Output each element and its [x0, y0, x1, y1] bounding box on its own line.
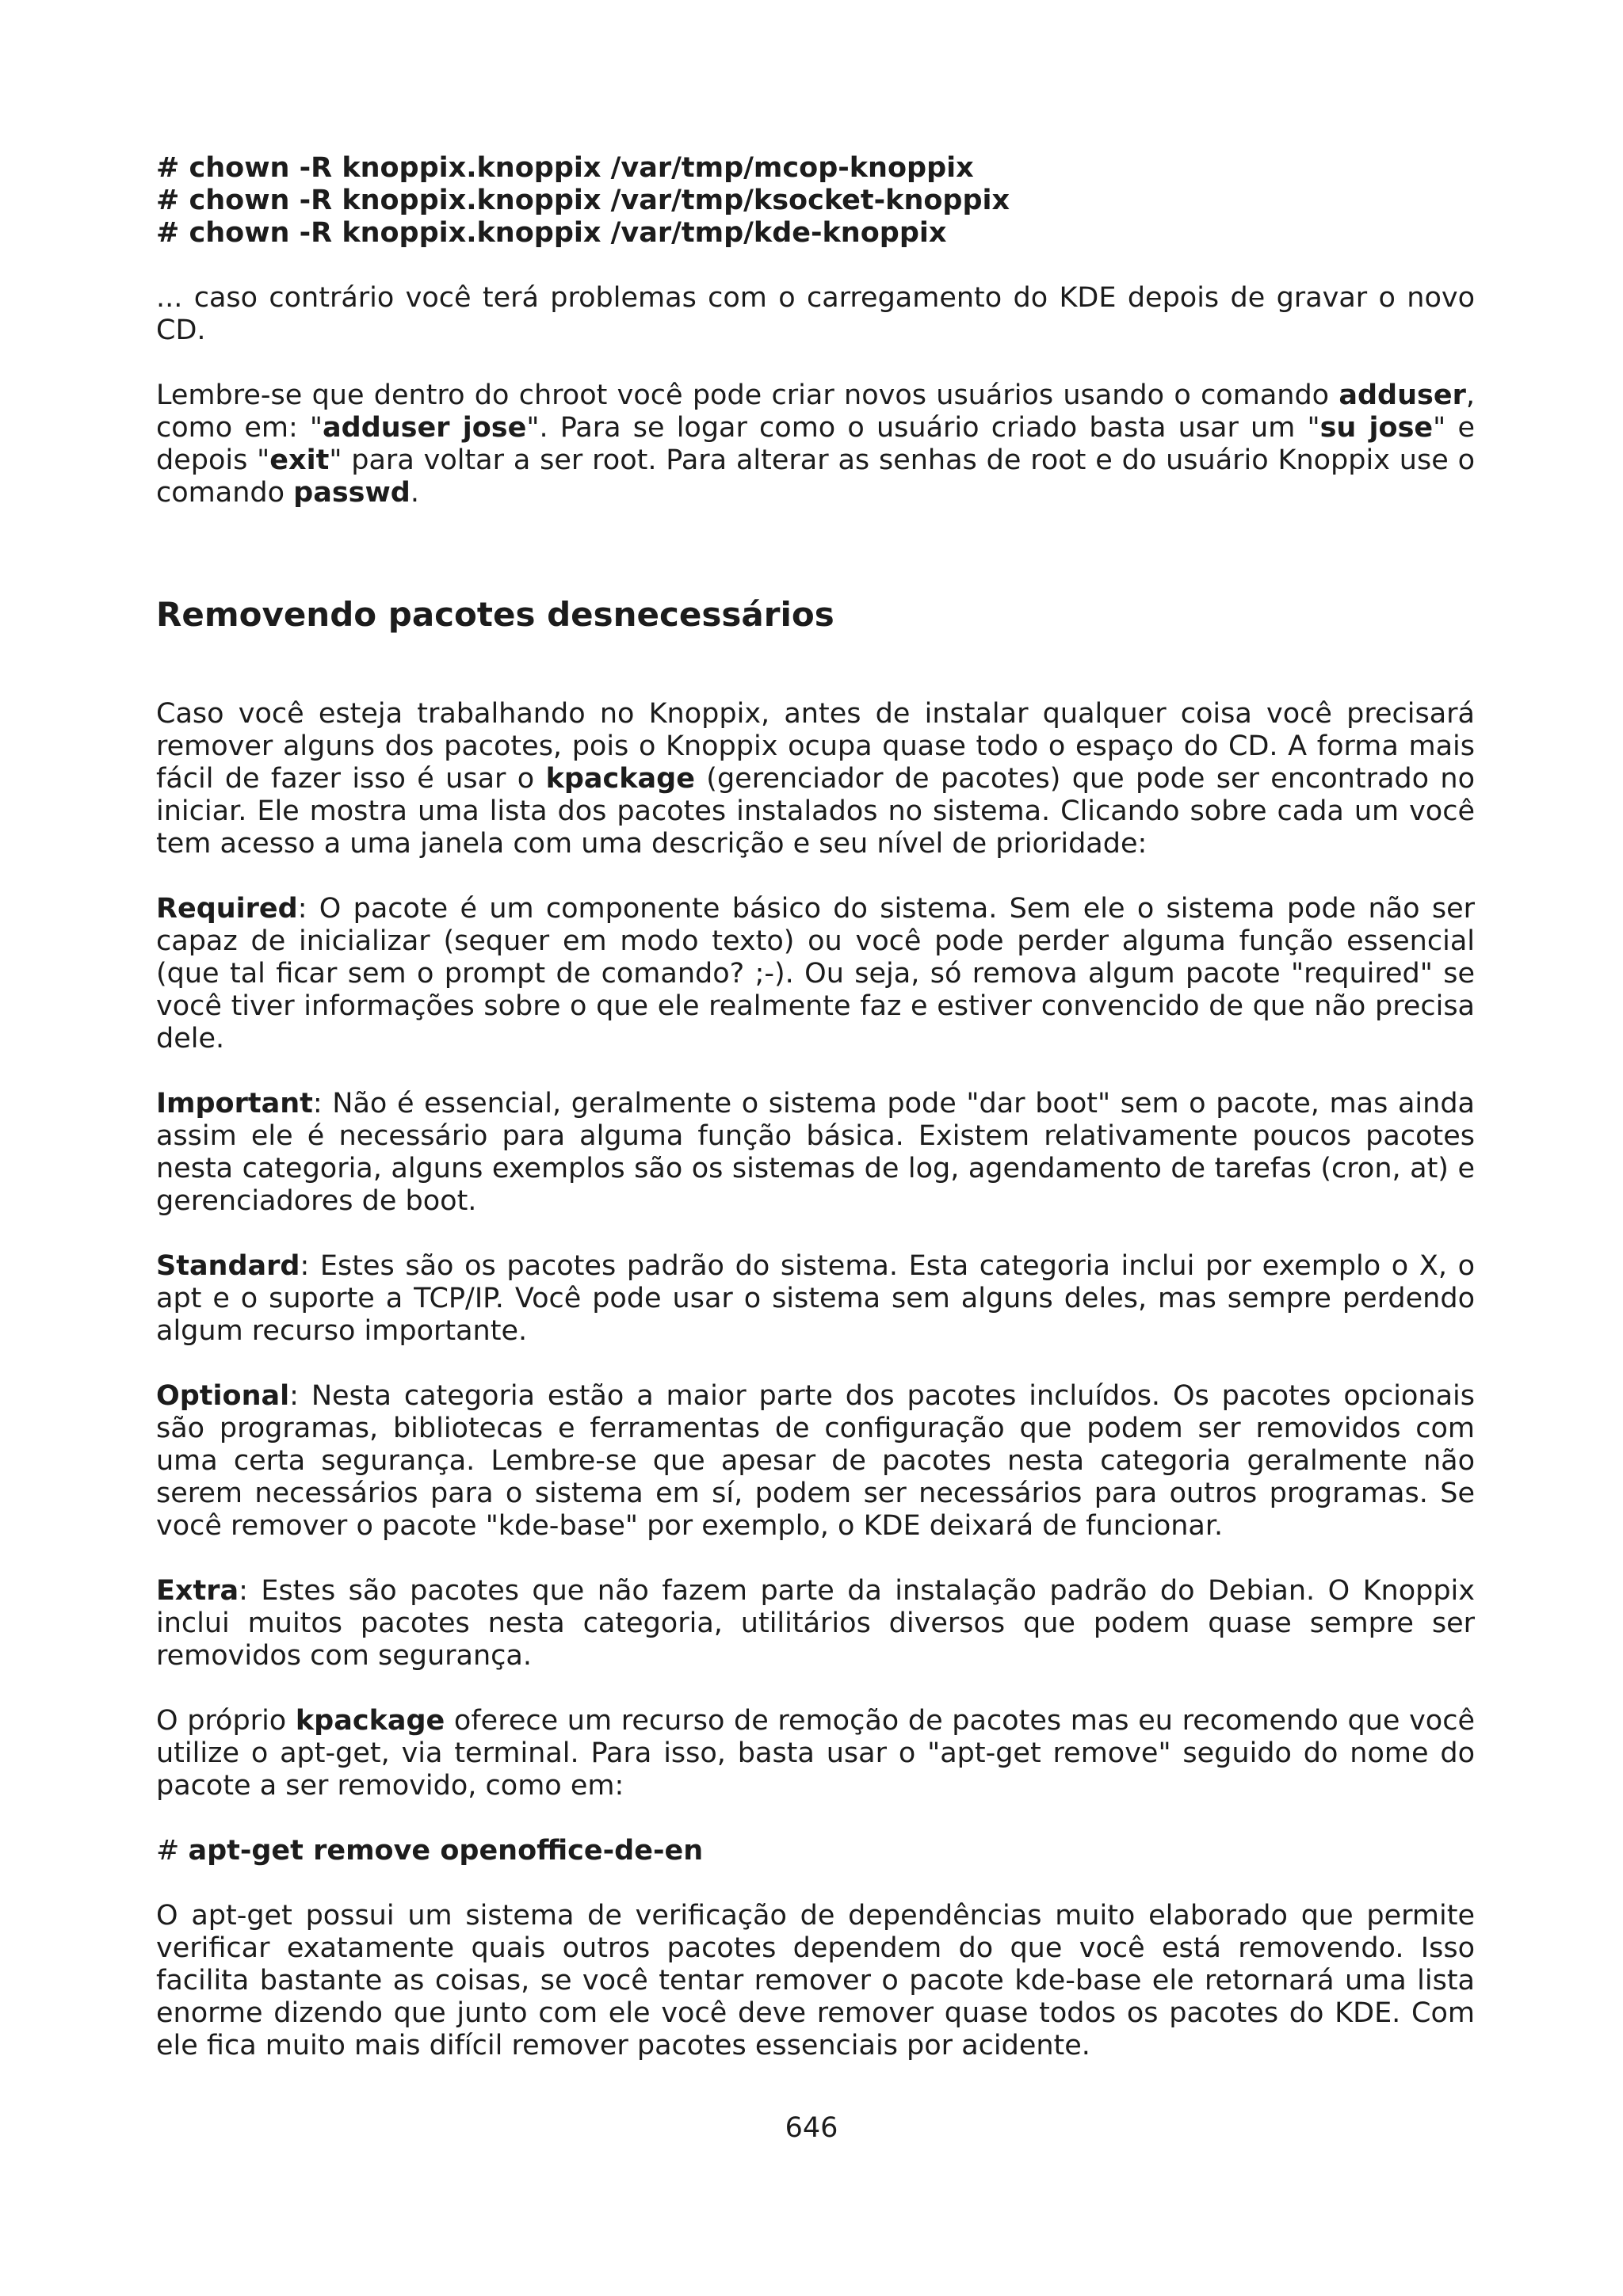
paragraph-lembre-se: Lembre-se que dentro do chroot você pode criar novos usuários usando o comando adduser, como em: "adduser jose". Para se logar como o usuário criado basta usar um "su jose" e depois "exit" para voltar a ser root. Para alterar as senhas de root e do usuário Knoppix use o comando passwd. [156, 379, 1475, 509]
paragraph-caso-contrario: ... caso contrário você terá problemas com o carregamento do KDE depois de gravar o novo CD. [156, 282, 1475, 346]
command-line: # chown -R knoppix.knoppix /var/tmp/ksocket-knoppix [156, 185, 1010, 216]
section-heading: Removendo pacotes desnecessários [156, 595, 834, 634]
command-line: # chown -R knoppix.knoppix /var/tmp/mcop-knoppix [156, 152, 974, 184]
paragraph-standard: Standard: Estes são os pacotes padrão do sistema. Esta categoria inclui por exemplo o X, o apt e o suporte a TCP/IP. Você pode usar o sistema sem alguns deles, mas sempre perdendo algum recurso importante. [156, 1250, 1475, 1347]
page-number: 646 [785, 2112, 838, 2144]
chown-command-block [156, 152, 1475, 250]
paragraph-proprio-kpackage: O próprio kpackage oferece um recurso de remoção de pacotes mas eu recomendo que você utilize o apt-get, via terminal. Para isso, basta usar o "apt-get remove" seguido do nome do pacote a ser removido, como em: [156, 1705, 1475, 1802]
paragraph-extra: Extra: Estes são pacotes que não fazem parte da instalação padrão do Debian. O Knoppix inclui muitos pacotes nesta categoria, utilitários diversos que podem quase sempre ser removidos com segurança. [156, 1575, 1475, 1672]
paragraph-caso-voce: Caso você esteja trabalhando no Knoppix, antes de instalar qualquer coisa você precisará remover alguns dos pacotes, pois o Knoppix ocupa quase todo o espaço do CD. A forma mais fácil de fazer isso é usar o kpackage (gerenciador de pacotes) que pode ser encontrado no iniciar. Ele mostra uma lista dos pacotes instalados no sistema. Clicando sobre cada um você tem acesso a uma janela com uma descrição e seu nível de prioridade: [156, 698, 1475, 860]
command-line: # chown -R knoppix.knoppix /var/tmp/kde-knoppix [156, 217, 947, 249]
document-page [156, 152, 1475, 2062]
paragraph-optional: Optional: Nesta categoria estão a maior parte dos pacotes incluídos. Os pacotes opcionais são programas, bibliotecas e ferramentas de configuração que podem ser removidos com uma certa segurança. Lembre-se que apesar de pacotes nesta categoria geralmente não serem necessários para o sistema em sí, podem ser necessários para outros programas. Se você remover o pacote "kde-base" por exemplo, o KDE deixará de funcionar. [156, 1380, 1475, 1542]
paragraph-required: Required: O pacote é um componente básico do sistema. Sem ele o sistema pode não ser capaz de inicializar (sequer em modo texto) ou você pode perder alguma função essencial (que tal ficar sem o prompt de comando? ;-). Ou seja, só remova algum pacote "required" se você tiver informações sobre o que ele realmente faz e estiver convencido de que não precisa dele. [156, 893, 1475, 1055]
apt-get-command: # apt-get remove openoffice-de-en [156, 1835, 704, 1867]
paragraph-apt-get: O apt-get possui um sistema de verificação de dependências muito elaborado que permite verificar exatamente quais outros pacotes dependem do que você está removendo. Isso facilita bastante as coisas, se você tentar remover o pacote kde-base ele retornará uma lista enorme dizendo que junto com ele você deve remover quase todos os pacotes do KDE. Com ele fica muito mais difícil remover pacotes essenciais por acidente. [156, 1900, 1475, 2061]
paragraph-important: Important: Não é essencial, geralmente o sistema pode "dar boot" sem o pacote, mas ainda assim ele é necessário para alguma função básica. Existem relativamente poucos pacotes nesta categoria, alguns exemplos são os sistemas de log, agendamento de tarefas (cron, at) e gerenciadores de boot. [156, 1088, 1475, 1217]
